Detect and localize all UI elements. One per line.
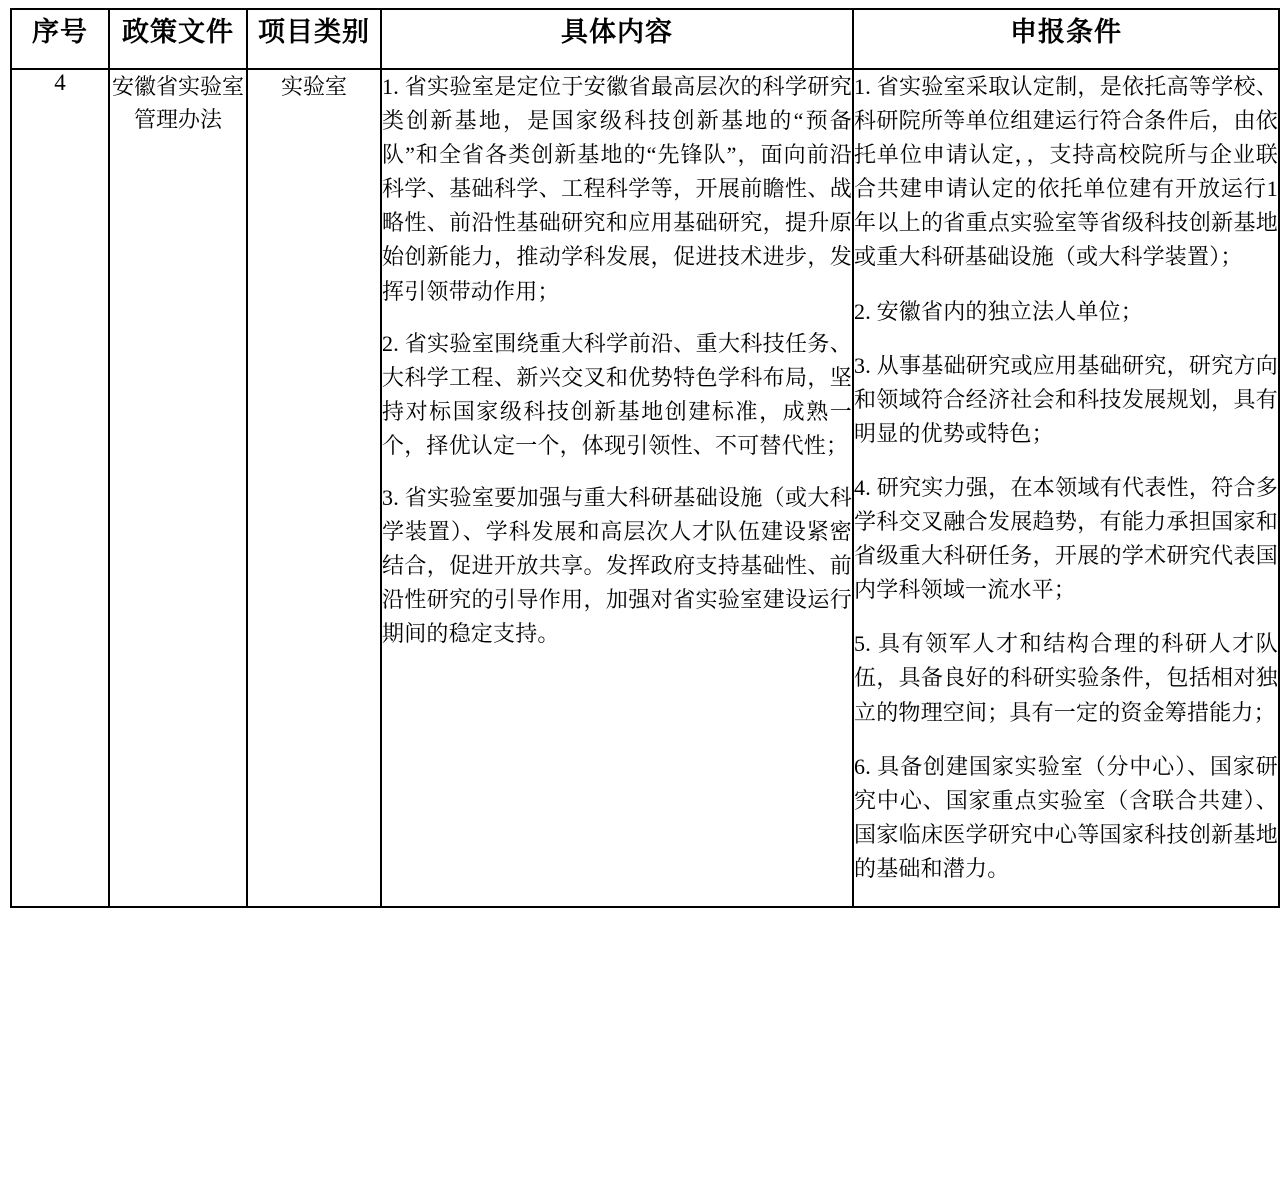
table-body [11, 69, 1279, 907]
condition-paragraph: 1. 省实验室采取认定制，是依托高等学校、科研院所等单位组建运行符合条件后，由依托单位申请认定，，支持高校院所与企业联合共建申请认定的依托单位建有开放运行1年以上的省重点实验室等省级科技创新基地或重大科研基础设施（或大科学装置）； [854, 74, 1278, 270]
column-header-project-category: 项目类别 [247, 9, 381, 69]
cell-sequence: 4 [11, 69, 109, 907]
table-header-row [11, 9, 1279, 69]
column-header-application-conditions: 申报条件 [853, 9, 1279, 69]
content-paragraph: 2. 省实验室围绕重大科学前沿、重大科技任务、大科学工程、新兴交叉和优势特色学科布局，坚持对标国家级科技创新基地创建标准，成熟一个，择优认定一个，体现引领性、不可替代性； [382, 330, 852, 458]
cell-project-category: 实验室 [247, 69, 381, 907]
condition-paragraph: 4. 研究实力强，在本领域有代表性，符合多学科交叉融合发展趋势，有能力承担国家和省级重大科研任务，开展的学术研究代表国内学科领域一流水平； [854, 474, 1278, 603]
cell-policy-document: 安徽省实验室管理办法 [109, 69, 247, 907]
table-row [11, 69, 1279, 907]
condition-paragraph: 5. 具有领军人才和结构合理的科研人才队伍，具备良好的科研实验条件，包括相对独立的物理空间；具有一定的资金筹措能力； [854, 631, 1278, 725]
condition-paragraph: 6. 具备创建国家实验室（分中心）、国家研究中心、国家重点实验室（含联合共建）、国家临床医学研究中心等国家科技创新基地的基础和潜力。 [854, 753, 1278, 881]
column-header-policy-document: 政策文件 [109, 9, 247, 69]
condition-paragraph: 3. 从事基础研究或应用基础研究，研究方向和领域符合经济社会和科技发展规划，具有明显的优势或特色； [854, 352, 1278, 446]
cell-application-conditions [853, 69, 1279, 907]
condition-paragraph: 2. 安徽省内的独立法人单位； [854, 298, 1144, 324]
column-header-specific-content: 具体内容 [381, 9, 853, 69]
column-header-sequence: 序号 [11, 9, 109, 69]
table-header [11, 9, 1279, 69]
content-paragraph: 1. 省实验室是定位于安徽省最高层次的科学研究类创新基地，是国家级科技创新基地的“预备队”和全省各类创新基地的“先锋队”，面向前沿科学、基础科学、工程科学等，开展前瞻性、战略性、前沿性基础研究和应用基础研究，提升原始创新能力，推动学科发展，促进技术进步，发挥引领带动作用； [382, 74, 852, 304]
content-paragraph: 3. 省实验室要加强与重大科研基础设施（或大科学装置）、学科发展和高层次人才队伍建设紧密结合，促进开放共享。发挥政府支持基础性、前沿性研究的引导作用，加强对省实验室建设运行期间的稳定支持。 [382, 485, 852, 647]
policy-table [10, 8, 1280, 908]
cell-specific-content [381, 69, 853, 907]
